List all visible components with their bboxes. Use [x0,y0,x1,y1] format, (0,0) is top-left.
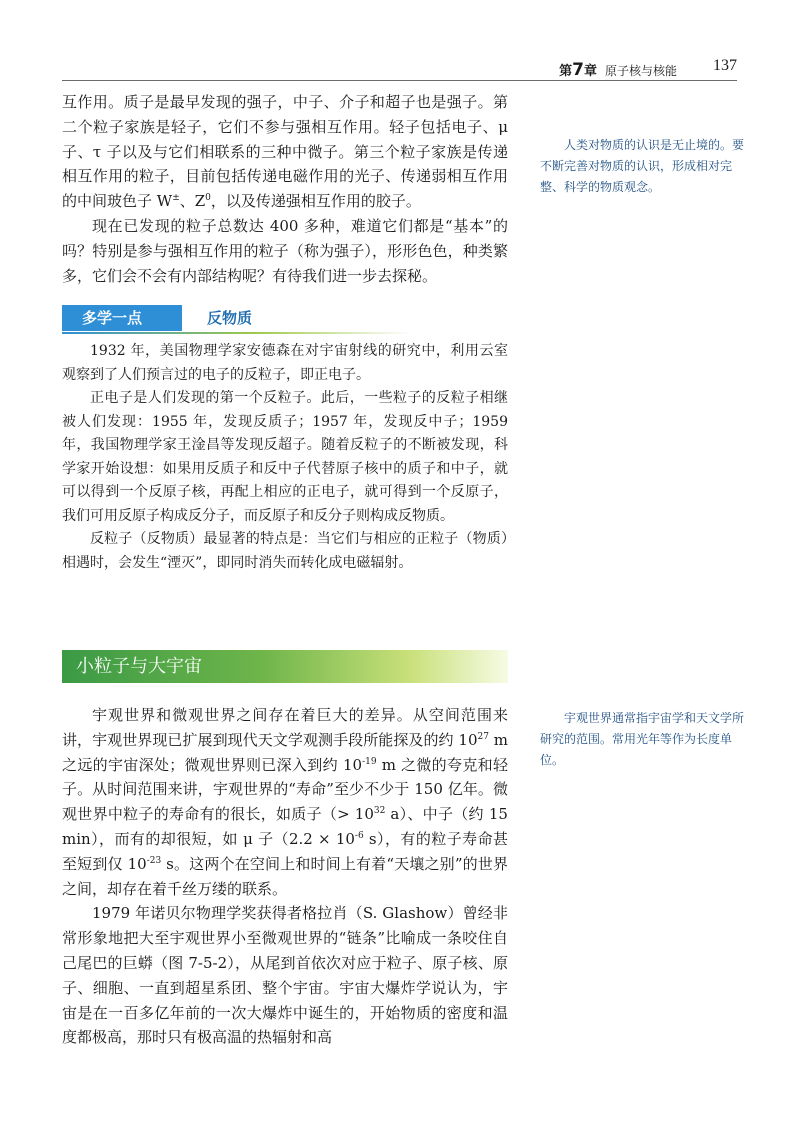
margin-note-1: 人类对物质的认识是无止境的。要不断完善对物质的认识，形成相对完整、科学的物质观念。 [540,138,745,194]
chapter-title: 原子核与核能 [604,64,677,78]
section-paragraph-1: 宇观世界和微观世界之间存在着巨大的差异。从空间范围来讲，宇观世界现已扩展到现代天文学观测手段所能探及的约 $10^{27}$ m 之远的宇宙深处；微观世界则已深入到约 $10^{-19}$ m 之微的夸克和轻子。从时间范围来讲，宇观世界的“寿命”至少不少于 150 亿年。微观世界中粒子的寿命有的很长，如质子（> $10^{32}$ a）、中子（约 15 min），而有的却很短，如 μ 子（$2.2 \times 10^{-6}$ s），有的粒子寿命甚至短到仅 $10^{-23}$ s。这两个在空间上和时间上有着“天壤之别”的世界之间，却存在着千丝万缕的联系。 [62,706,509,898]
box-paragraph: 反粒子（反物质）最显著的特点是：当它们与相应的正粒子（物质）相遇时，会发生“湮灭”，即同时消失而转化成电磁辐射。 [62,531,508,571]
chapter-number: 7 [572,60,584,80]
chapter-suffix: 章 [583,64,597,79]
learn-more-tag: 多学一点 [62,305,182,331]
intro-paragraph-1: 互作用。质子是最早发现的强子，中子、介子和超子也是强子。第二个粒子家族是轻子，它们不参与强相互作用。轻子包括电子、μ 子、τ 子以及与它们相联系的三种中微子。第三个粒子家族是传递相互作用的粒子，目前包括传递电磁作用的光子、传递弱相互作用的中间玻色子 W±、$Z^0$，以及传递强相互作用的胶子。 [62,93,508,211]
intro-text [62,90,508,288]
learn-more-body [62,340,508,575]
margin-note-2: 宇观世界通常指宇宙学和天文学所研究的范围。常用光年等作为长度单位。 [540,711,745,767]
learn-more-header [62,305,412,333]
box-paragraph: 正电子是人们发现的第一个反粒子。此后，一些粒子的反粒子相继被人们发现：1955 年，发现反质子；1957 年，发现反中子；1959 年，我国物理学家王淦昌等发现反超子。随着反粒子的不断被发现，科学家开始设想：如果用反质子和反中子代替原子核中的质子和中子，就可以得到一个反原子核，再配上相应的正电子，就可得到一个反原子，我们可用反原子构成反分子，而反原子和反分子则构成反物质。 [62,390,508,524]
learn-more-rule [62,332,412,334]
box-paragraph: 1932 年，美国物理学家安德森在对宇宙射线的研究中，利用云室观察到了人们预言过的电子的反粒子，即正电子。 [62,343,508,383]
section-title: 小粒子与大宇宙 [62,650,508,683]
intro-paragraph-2: 现在已发现的粒子总数达 400 多种，难道它们都是“基本”的吗？特别是参与强相互作用的粒子（称为强子），形形色色，种类繁多，它们会不会有内部结构呢？有待我们进一步去探秘。 [62,216,508,285]
chapter-prefix: 第 [559,64,573,79]
page-number: 137 [713,57,737,74]
chapter-label [559,60,677,80]
section-text [62,703,508,1050]
section-paragraph-2: 1979 年诺贝尔物理学奖获得者格拉肖（S. Glashow）曾经非常形象地把大至宇观世界小至微观世界的“链条”比喻成一条咬住自己尾巴的巨蟒（图 7-5-2），从尾到首依次对应于粒子、原子核、原子、细胞、一直到超星系团、整个宇宙。宇宙大爆炸学说认为，宇宙是在一百多亿年前的一次大爆炸中诞生的，开始物质的密度和温度都极高，那时只有极高温的热辐射和高 [62,904,508,1047]
page-header [62,57,737,81]
learn-more-topic: 反物质 [207,309,253,327]
